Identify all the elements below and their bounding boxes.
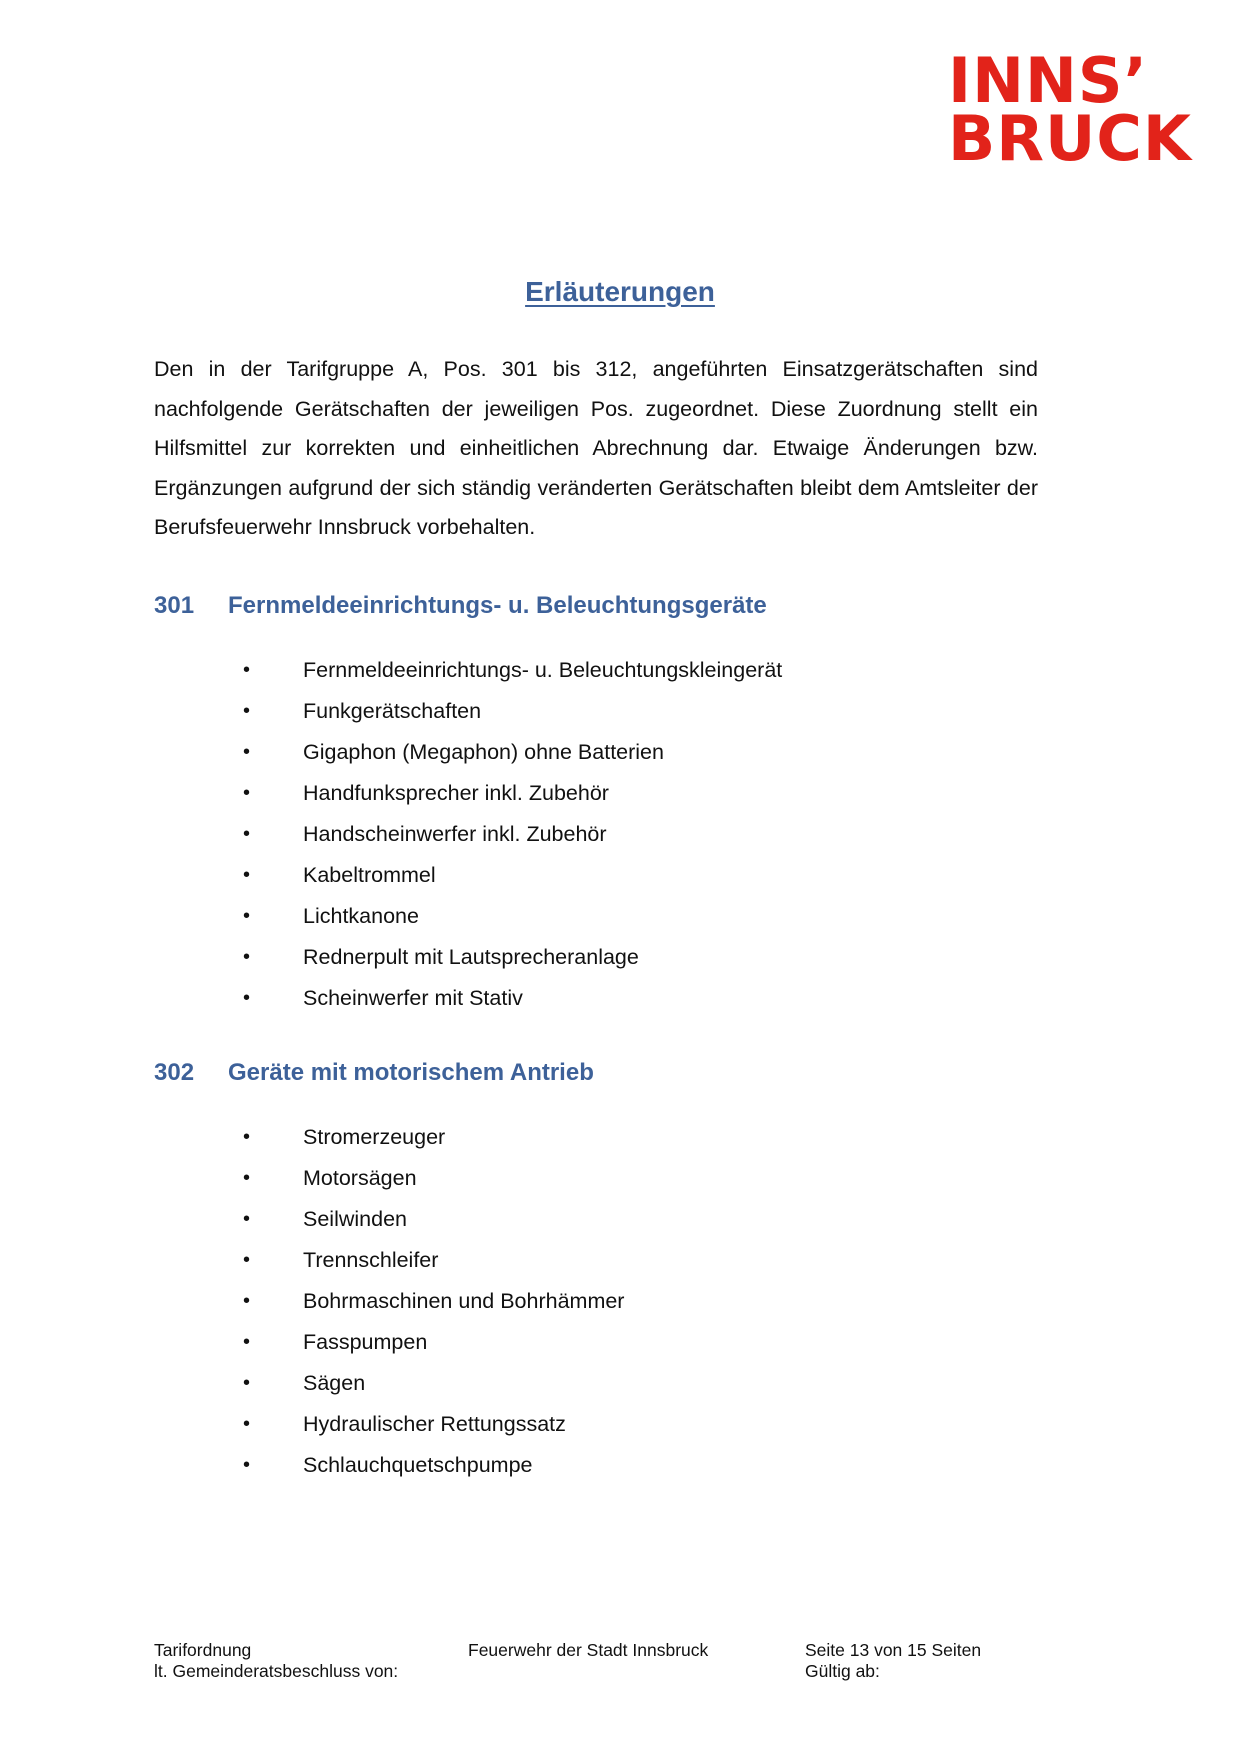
- city-logo: [948, 44, 1192, 175]
- section-title: Fernmeldeeinrichtungs- u. Beleuchtungsgeräte: [228, 592, 767, 619]
- bullet-icon: •: [243, 987, 251, 1009]
- page-title: Erläuterungen: [525, 276, 715, 307]
- bullet-icon: •: [243, 1208, 251, 1230]
- bullet-icon: •: [243, 1249, 251, 1271]
- section-number: 302: [154, 1059, 195, 1086]
- logo-line-1: INNS’: [948, 44, 1149, 117]
- bullet-icon: •: [243, 946, 251, 968]
- footer-right: [805, 1640, 981, 1682]
- bullet-icon: •: [243, 1167, 251, 1189]
- footer-document-name: Tarifordnung: [154, 1640, 252, 1660]
- section-heading-301: [154, 592, 767, 620]
- bullet-icon: •: [243, 1331, 251, 1353]
- footer-valid-from: Gültig ab:: [805, 1661, 880, 1681]
- footer-center: [468, 1640, 708, 1661]
- bullet-icon: •: [243, 823, 251, 845]
- section-title: Geräte mit motorischem Antrieb: [228, 1059, 594, 1086]
- section-heading-302: [154, 1059, 594, 1087]
- intro-paragraph: Den in der Tarifgruppe A, Pos. 301 bis 312, angeführten Einsatzgerätschaften sind nachfolgende Gerätschaften der jeweiligen Pos. zugeordnet. Diese Zuordnung stellt ein Hilfsmittel zur korrekten und einheitlichen Abrechnung dar. Etwaige Änderungen bzw. Ergänzungen aufgrund der sich ständig veränderten Gerätschaften bleibt dem Amtsleiter der Berufsfeuerwehr Innsbruck vorbehalten.: [154, 357, 1038, 539]
- bullet-icon: •: [243, 700, 251, 722]
- bullet-icon: •: [243, 1454, 251, 1476]
- bullet-icon: •: [243, 1126, 251, 1148]
- bullet-icon: •: [243, 905, 251, 927]
- bullet-icon: •: [243, 1290, 251, 1312]
- bullet-icon: •: [243, 782, 251, 804]
- footer-page-number: Seite 13 von 15 Seiten: [805, 1640, 982, 1660]
- footer-resolution: lt. Gemeinderatsbeschluss von:: [154, 1661, 399, 1681]
- bullet-icon: •: [243, 659, 251, 681]
- footer-organization: Feuerwehr der Stadt Innsbruck: [468, 1640, 709, 1660]
- bullet-icon: •: [243, 1372, 251, 1394]
- bullet-icon: •: [243, 864, 251, 886]
- section-number: 301: [154, 592, 195, 619]
- logo-line-2: BRUCK: [948, 102, 1192, 175]
- bullet-icon: •: [243, 1413, 251, 1435]
- bullet-icon: •: [243, 741, 251, 763]
- footer-left: [154, 1640, 398, 1682]
